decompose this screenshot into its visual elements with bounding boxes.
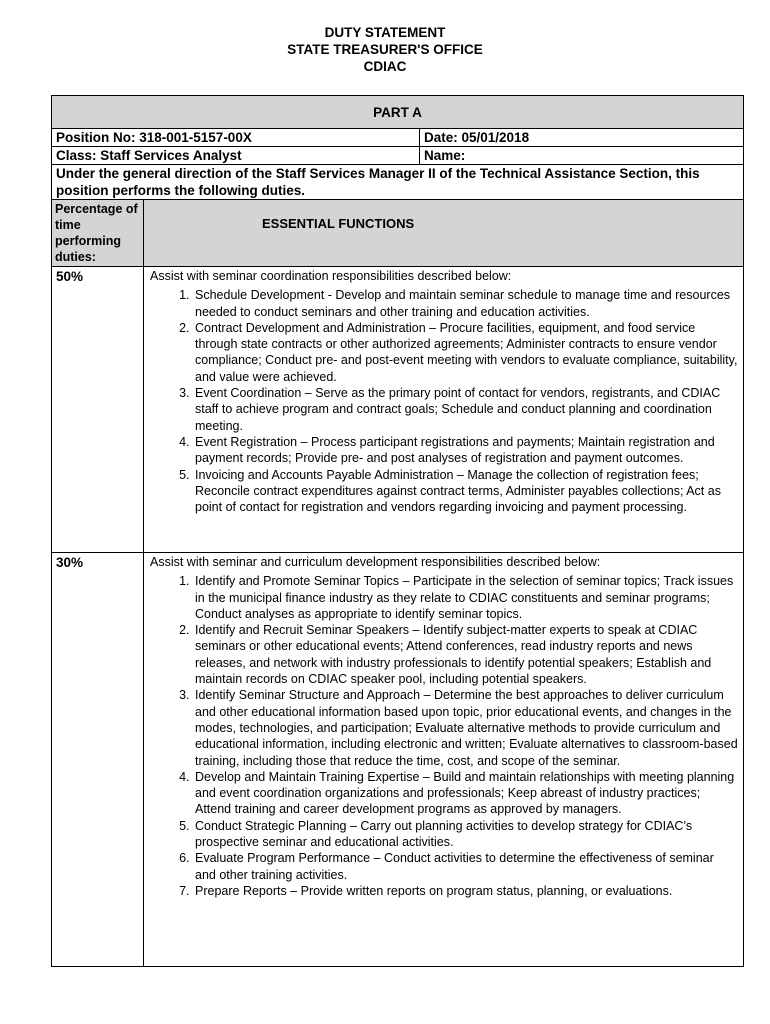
duty-task: 6. Evaluate Program Performance – Conduct activities to determine the effectiveness of seminar and other training activities. (193, 850, 738, 883)
employee-name: Name: (420, 147, 744, 165)
duty-percent: 30% (52, 553, 144, 967)
duty-percent: 50% (52, 267, 144, 553)
header-unit: CDIAC (363, 59, 407, 74)
part-title: PART A (52, 96, 744, 129)
duty-description (144, 267, 744, 553)
duty-task: 5. Conduct Strategic Planning – Carry out planning activities to develop strategy for CDIAC's prospective seminar and educational activities. (193, 818, 738, 851)
percentage-column-header: Percentage of time performing duties: (52, 200, 144, 267)
duty-intro: Assist with seminar and curriculum development responsibilities described below: (150, 555, 601, 569)
duty-task: 2. Identify and Recruit Seminar Speakers – Identify subject-matter experts to speak at CDIAC seminars or other educational events; Attend conferences, read industry reports and news releases, and network with industry professionals to identify potential speakers; Establish and maintain records on CDIAC speaker pool, including potential speakers. (193, 622, 738, 687)
duty-task: 7. Prepare Reports – Provide written reports on program status, planning, or evaluations. (193, 883, 738, 899)
duty-task: 3. Event Coordination – Serve as the primary point of contact for vendors, registrants, and CDIAC staff to achieve program and contract goals; Schedule and conduct planning and coordination meeting. (193, 385, 738, 434)
duty-intro: Assist with seminar coordination responsibilities described below: (150, 269, 512, 283)
duty-task: 5. Invoicing and Accounts Payable Administration – Manage the collection of registration fees; Reconcile contract expenditures against contract terms, Administer payables collections; Act as point of contact for registration and vendors regarding invoicing and payment processing. (193, 467, 738, 516)
position-class: Class: Staff Services Analyst (52, 147, 420, 165)
general-direction: Under the general direction of the Staff Services Manager II of the Technical Assistance Section, this position performs the following duties. (52, 165, 744, 200)
duty-task: 3. Identify Seminar Structure and Approach – Determine the best approaches to deliver curriculum and other educational information based upon topic, prior educational events, and changes in the modes, technologies, and participation; Evaluate alternative methods to provide curriculum and educational information, including electronic and written; Evaluate alternatives to classroom-based training, including those that reduce the time, cost, and scope of the seminar. (193, 687, 738, 768)
duty-statement-table (51, 95, 744, 967)
duty-task: 2. Contract Development and Administration – Procure facilities, equipment, and food service through state contracts or other authorized agreements; Administer contracts to ensure vendor compliance; Conduct pre- and post-event meeting with vendors to evaluate compliance, suitability, and value were achieved. (193, 320, 738, 385)
duty-task-list (150, 287, 738, 515)
duty-task: 1. Schedule Development - Develop and maintain seminar schedule to manage time and resources needed to conduct seminars and other training and education activities. (193, 287, 738, 320)
duty-task: 4. Develop and Maintain Training Expertise – Build and maintain relationships with meeting planning and event coordination organizations and professionals; Keep abreast of industry practices; Attend training and career development programs as approved by managers. (193, 769, 738, 818)
header-office: STATE TREASURER'S OFFICE (287, 42, 483, 57)
position-number: Position No: 318-001-5157-00X (52, 129, 420, 147)
essential-functions-header: ESSENTIAL FUNCTIONS (144, 200, 744, 267)
header-title: DUTY STATEMENT (324, 25, 446, 40)
position-date: Date: 05/01/2018 (420, 129, 744, 147)
duty-task: 1. Identify and Promote Seminar Topics – Participate in the selection of seminar topics; Track issues in the municipal finance industry as they relate to CDIAC constituents and seminar programs; Conduct analyses as appropriate to identify seminar topics. (193, 573, 738, 622)
duty-task: 4. Event Registration – Process participant registrations and payments; Maintain registration and payment records; Provide pre- and post analyses of registration and payment outcomes. (193, 434, 738, 467)
duty-task-list (150, 573, 738, 899)
duty-description (144, 553, 744, 967)
document-header (0, 24, 770, 75)
